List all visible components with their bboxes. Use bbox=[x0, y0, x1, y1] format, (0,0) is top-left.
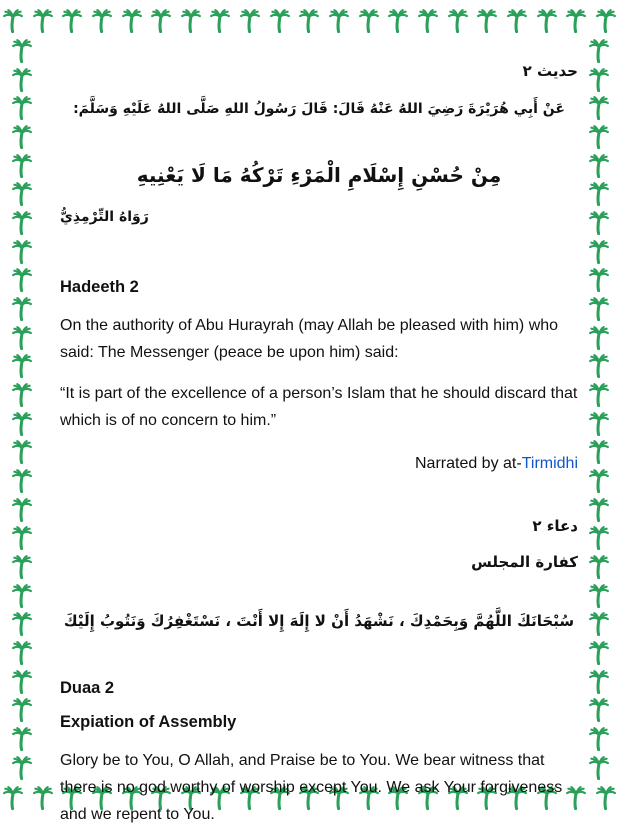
document-body bbox=[60, 0, 578, 828]
palm-tree-icon bbox=[11, 640, 33, 666]
palm-tree-icon bbox=[11, 124, 33, 150]
palm-tree-icon bbox=[32, 8, 54, 34]
palm-tree-icon bbox=[11, 325, 33, 351]
palm-tree-icon bbox=[595, 785, 617, 811]
palm-tree-icon bbox=[588, 382, 610, 408]
attribution-prefix: Narrated by at- bbox=[414, 455, 522, 472]
hadeeth-attribution-line bbox=[60, 450, 578, 477]
palm-tree-icon bbox=[588, 611, 610, 637]
palm-tree-icon bbox=[595, 8, 617, 34]
palm-tree-icon bbox=[2, 8, 24, 34]
palm-tree-icon bbox=[588, 210, 610, 236]
palm-border-left bbox=[8, 38, 36, 781]
palm-tree-icon bbox=[11, 583, 33, 609]
palm-tree-icon bbox=[11, 726, 33, 752]
palm-tree-icon bbox=[11, 38, 33, 64]
palm-tree-icon bbox=[11, 669, 33, 695]
hadeeth-english-text: “It is part of the excellence of a person’s Islam that he should discard that which is of no concern to him.” bbox=[60, 385, 578, 429]
duaa-english-title: Duaa 2 bbox=[60, 679, 115, 697]
palm-tree-icon bbox=[588, 468, 610, 494]
palm-tree-icon bbox=[11, 439, 33, 465]
palm-border-right bbox=[585, 38, 613, 781]
palm-tree-icon bbox=[588, 554, 610, 580]
palm-tree-icon bbox=[588, 525, 610, 551]
palm-tree-icon bbox=[588, 296, 610, 322]
duaa-arabic-text: سُبْحَانَكَ اللَّهُمَّ وَبِحَمْدِكَ ، نَشْهَدُ أَنْ لا إِلَهَ إِلا أَنْتَ ، نَسْتَغْفِرُكَ وَنَتُوبُ إِلَيْكَ bbox=[63, 612, 575, 630]
palm-tree-icon bbox=[588, 669, 610, 695]
palm-tree-icon bbox=[588, 497, 610, 523]
palm-tree-icon bbox=[588, 726, 610, 752]
duaa-english-subtitle: Expiation of Assembly bbox=[60, 713, 237, 731]
palm-tree-icon bbox=[588, 325, 610, 351]
palm-tree-icon bbox=[588, 153, 610, 179]
palm-tree-icon bbox=[588, 67, 610, 93]
palm-tree-icon bbox=[11, 353, 33, 379]
palm-tree-icon bbox=[32, 785, 54, 811]
palm-tree-icon bbox=[11, 554, 33, 580]
palm-tree-icon bbox=[2, 785, 24, 811]
palm-tree-icon bbox=[588, 239, 610, 265]
palm-tree-icon bbox=[588, 124, 610, 150]
palm-tree-icon bbox=[588, 38, 610, 64]
palm-tree-icon bbox=[11, 611, 33, 637]
tirmidhi-link[interactable]: Tirmidhi bbox=[521, 455, 578, 472]
palm-tree-icon bbox=[11, 468, 33, 494]
hadeeth-arabic-narration: عَنْ أَبِي هُرَيْرَةَ رَضِيَ اللهُ عَنْهُ قَالَ: قَالَ رَسُولُ اللهِ صَلَّى اللهُ عَلَيْهِ وَسَلَّمَ: bbox=[73, 101, 565, 117]
palm-tree-icon bbox=[588, 353, 610, 379]
duaa-arabic-title: دعاء ٢ bbox=[532, 517, 578, 535]
palm-tree-icon bbox=[588, 411, 610, 437]
hadeeth-arabic-attribution: رَوَاهُ التِّرْمِذِيُّ bbox=[60, 209, 149, 225]
duaa-arabic-subtitle: كفارة المجلس bbox=[471, 553, 578, 571]
palm-tree-icon bbox=[11, 525, 33, 551]
hadeeth-arabic-text: مِنْ حُسْنِ إِسْلَامِ الْمَرْءِ تَرْكُهُ مَا لَا يَعْنِيهِ bbox=[136, 163, 502, 187]
palm-tree-icon bbox=[11, 153, 33, 179]
palm-tree-icon bbox=[11, 382, 33, 408]
palm-tree-icon bbox=[11, 95, 33, 121]
hadeeth-english-title: Hadeeth 2 bbox=[60, 278, 139, 296]
palm-tree-icon bbox=[11, 697, 33, 723]
palm-tree-icon bbox=[588, 755, 610, 781]
palm-tree-icon bbox=[588, 95, 610, 121]
palm-tree-icon bbox=[11, 239, 33, 265]
duaa-english-text: Glory be to You, O Allah, and Praise be to You. We bear witness that there is no god worthy of worship except You. We ask Your forgiveness and we repent to You. bbox=[60, 752, 563, 823]
palm-tree-icon bbox=[11, 296, 33, 322]
palm-tree-icon bbox=[11, 411, 33, 437]
palm-tree-icon bbox=[588, 640, 610, 666]
palm-tree-icon bbox=[588, 181, 610, 207]
palm-tree-icon bbox=[588, 267, 610, 293]
palm-tree-icon bbox=[11, 267, 33, 293]
palm-tree-icon bbox=[11, 497, 33, 523]
hadeeth-english-narration: On the authority of Abu Hurayrah (may Allah be pleased with him) who said: The Messenger (peace be upon him) said: bbox=[60, 317, 559, 361]
palm-tree-icon bbox=[11, 181, 33, 207]
palm-tree-icon bbox=[588, 439, 610, 465]
palm-tree-icon bbox=[11, 755, 33, 781]
palm-tree-icon bbox=[588, 697, 610, 723]
palm-tree-icon bbox=[11, 67, 33, 93]
hadeeth-arabic-title: حديث ٢ bbox=[522, 62, 578, 80]
palm-tree-icon bbox=[11, 210, 33, 236]
palm-tree-icon bbox=[588, 583, 610, 609]
